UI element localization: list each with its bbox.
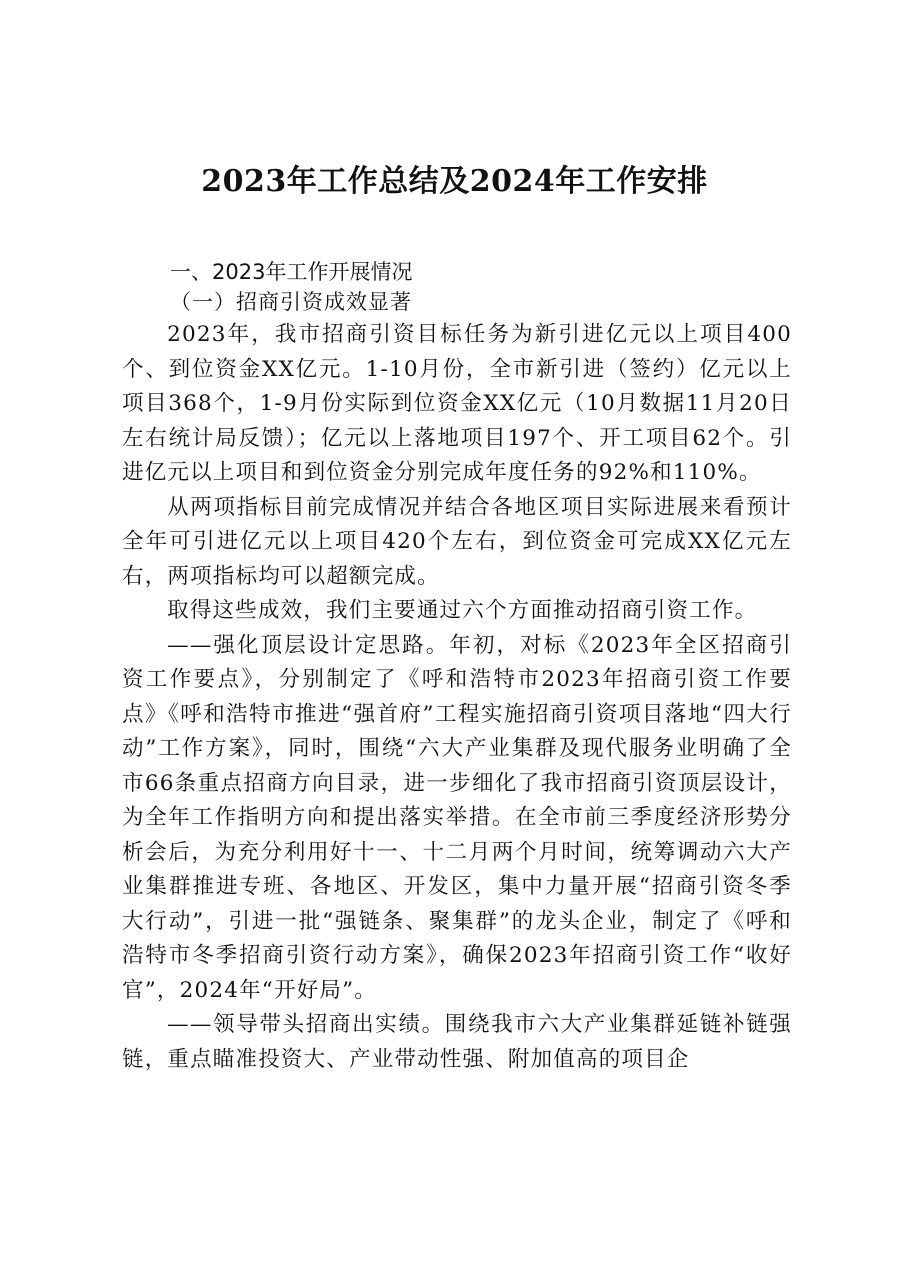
section-heading: 一、2023年工作开展情况	[170, 260, 413, 284]
paragraph-leadership: ——领导带头招商出实绩。围绕我市六大产业集群延链补链强链，重点瞄准投资大、产业带动性强、附加值高的项目企	[122, 1012, 792, 1072]
paragraph-summary: 取得这些成效，我们主要通过六个方面推动招商引资工作。	[167, 598, 758, 623]
document-title: 2023年工作总结及2024年工作安排	[201, 164, 708, 199]
paragraph-top-level-design: ——强化顶层设计定思路。年初，对标《2023年全区招商引资工作要点》，分别制定了《呼和浩特市2023年招商引资工作要点》《呼和浩特市推进“强首府”工程实施招商引资项目落地“四大行动”工作方案》，同时，围绕“六大产业集群及现代服务业明确了全市66条重点招商方向目录，进一步细化了我市招商引资顶层设计，为全年工作指明方向和提出落实举措。在全市前三季度经济形势分析会后，为充分利用好十一、十二月两个月时间，统筹调动六大产业集群推进专班、各地区、开发区，集中力量开展“招商引资冬季大行动”，引进一批“强链条、聚集群”的龙头企业，制定了《呼和浩特市冬季招商引资行动方案》，确保2023年招商引资工作“收好官”，2024年“开好局”。	[122, 632, 792, 1003]
paragraph-forecast: 从两项指标目前完成情况并结合各地区项目实际进展来看预计全年可引进亿元以上项目420个左右，到位资金可完成XX亿元左右，两项指标均可以超额完成。	[122, 494, 792, 589]
paragraph-targets: 2023年，我市招商引资目标任务为新引进亿元以上项目400个、到位资金XX亿元。1-10月份，全市新引进（签约）亿元以上项目368个，1-9月份实际到位资金XX亿元（10月数据11月20日左右统计局反馈）；亿元以上落地项目197个、开工项目62个。引进亿元以上项目和到位资金分别完成年度任务的92%和110%。	[122, 322, 792, 485]
subsection-heading: （一）招商引资成效显著	[170, 290, 412, 314]
document-body	[122, 318, 792, 1077]
